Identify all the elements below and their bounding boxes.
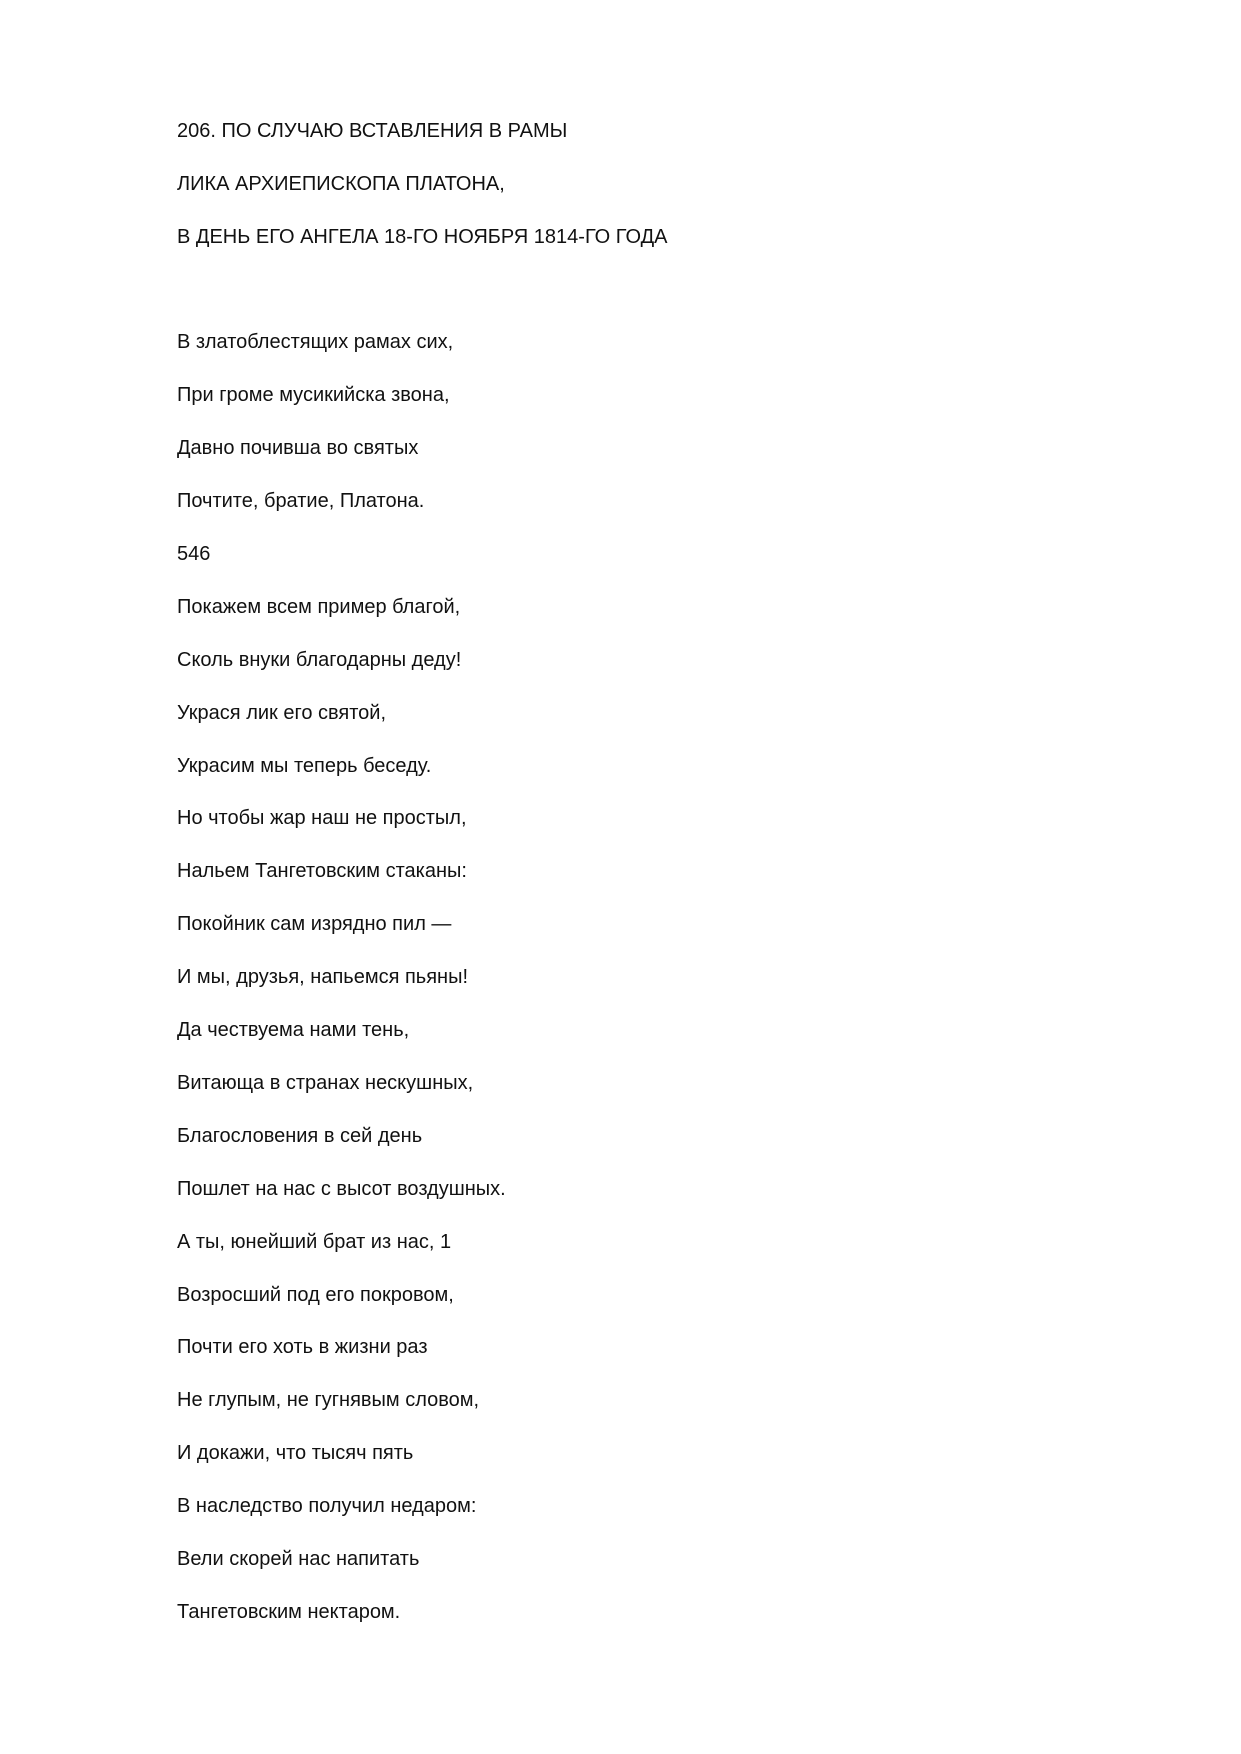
poem-line: При громе мусикийска звона, <box>177 384 450 406</box>
poem-line: Сколь внуки благодарны деду! <box>177 649 462 671</box>
poem-line: Тангетовским нектаром. <box>177 1601 401 1623</box>
poem-line: Давно почивша во святых <box>177 437 419 459</box>
poem-line: Украся лик его святой, <box>177 702 387 724</box>
poem-line: Покажем всем пример благой, <box>177 596 461 618</box>
poem-line: Почти его хоть в жизни раз <box>177 1336 428 1358</box>
title-line-2: ЛИКА АРХИЕПИСКОПА ПЛАТОНА, <box>177 173 505 195</box>
poem-line: Благословения в сей день <box>177 1125 423 1147</box>
poem-line: Вели скорей нас напитать <box>177 1548 420 1570</box>
title-line-1: 206. ПО СЛУЧАЮ ВСТАВЛЕНИЯ В РАМЫ <box>177 120 568 142</box>
poem-line: Возросший под его покровом, <box>177 1284 454 1306</box>
poem-line: Да чествуема нами тень, <box>177 1019 410 1041</box>
poem-line: Покойник сам изрядно пил — <box>177 913 452 935</box>
page-number: 546 <box>177 543 211 565</box>
poem-line: Украсим мы теперь беседу. <box>177 755 432 777</box>
poem-line: Но чтобы жар наш не простыл, <box>177 807 467 829</box>
poem-line: В златоблестящих рамах сих, <box>177 331 454 353</box>
poem-line: Пошлет на нас с высот воздушных. <box>177 1178 506 1200</box>
poem-line: А ты, юнейший брат из нас, 1 <box>177 1231 452 1253</box>
poem-line: Почтите, братие, Платона. <box>177 490 425 512</box>
poem-line: И мы, друзья, напьемся пьяны! <box>177 966 469 988</box>
title-line-3: В ДЕНЬ ЕГО АНГЕЛА 18-ГО НОЯБРЯ 1814-ГО ГОДА <box>177 226 668 248</box>
poem-line: И докажи, что тысяч пять <box>177 1442 414 1464</box>
poem-line: Не глупым, не гугнявым словом, <box>177 1389 480 1411</box>
poem-line: Нальем Тангетовским стаканы: <box>177 860 467 882</box>
poem-line: В наследство получил недаром: <box>177 1495 477 1517</box>
poem-line: Витающа в странах нескушных, <box>177 1072 474 1094</box>
